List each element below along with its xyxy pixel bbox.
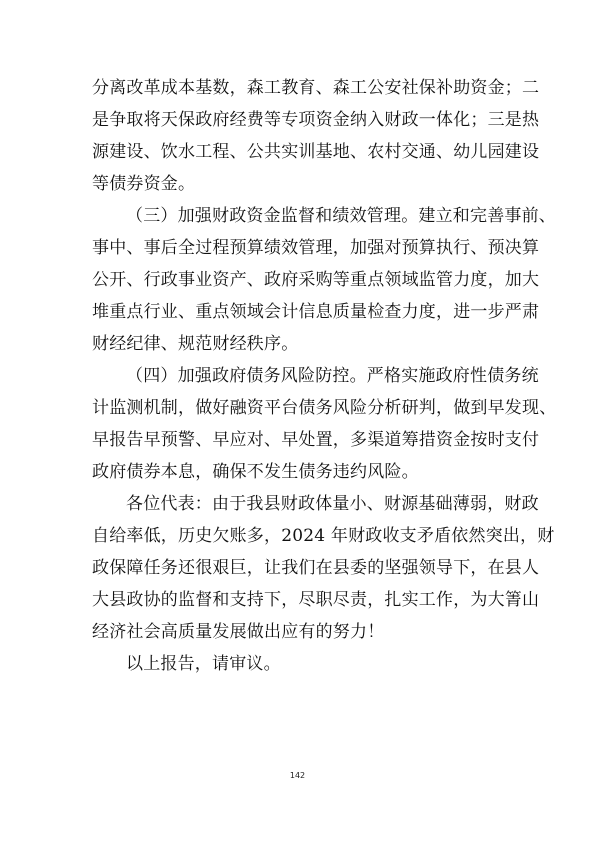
section-heading-line: （三）加强财政资金监督和绩效管理。建立和完善事前、: [126, 206, 556, 226]
paragraph-line: 分离改革成本基数，森工教育、森工公安社保补助资金；二: [92, 78, 540, 98]
paragraph-line: 财经纪律、规范财经秩序。: [92, 334, 299, 354]
paragraph-line: 政保障任务还很艰巨，让我们在县委的坚强领导下，在县人: [92, 558, 540, 578]
section-heading-line: （四）加强政府债务风险防控。严格实施政府性债务统: [126, 366, 539, 386]
closing-line: 以上报告，请审议。: [126, 654, 281, 674]
page-number: 142: [289, 771, 306, 780]
paragraph-line: 堆重点行业、重点领域会计信息质量检查力度，进一步严肃: [92, 302, 540, 322]
paragraph-line: 是争取将天保政府经费等专项资金纳入财政一体化；三是热: [92, 110, 540, 130]
paragraph-line: 各位代表：由于我县财政体量小、财源基础薄弱，财政: [126, 494, 539, 514]
paragraph-line: 源建设、饮水工程、公共实训基地、农村交通、幼儿园建设: [92, 142, 540, 162]
paragraph-line: 政府债券本息，确保不发生债务违约风险。: [92, 462, 419, 482]
paragraph-line: 公开、行政事业资产、政府采购等重点领域监管力度，加大: [92, 270, 540, 290]
paragraph-line: 自给率低，历史欠账多，2024 年财政收支矛盾依然突出，财: [92, 526, 555, 546]
paragraph-line: 计监测机制，做好融资平台债务风险分析研判，做到早发现、: [92, 398, 557, 418]
paragraph-line: 大县政协的监督和支持下，尽职尽责，扎实工作，为大箐山: [92, 590, 540, 610]
paragraph-line: 等债券资金。: [92, 174, 196, 194]
paragraph-line: 事中、事后全过程预算绩效管理，加强对预算执行、预决算: [92, 238, 540, 258]
paragraph-line: 经济社会高质量发展做出应有的努力！: [92, 622, 385, 642]
paragraph-line: 早报告早预警、早应对、早处置，多渠道筹措资金按时支付: [92, 430, 540, 450]
